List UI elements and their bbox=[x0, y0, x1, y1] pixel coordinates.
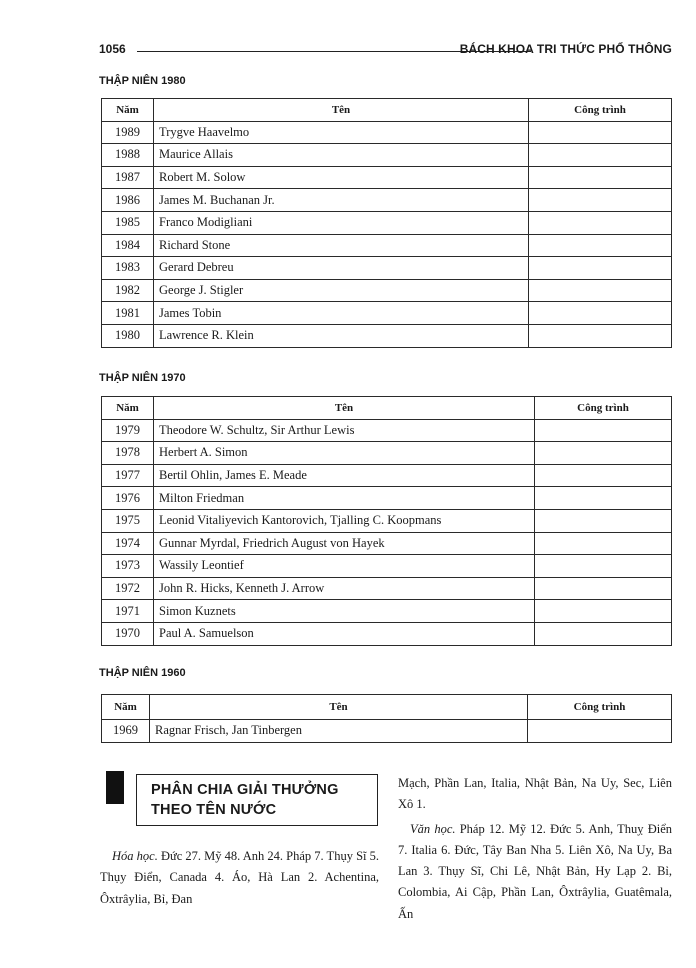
text-column-left bbox=[100, 846, 379, 910]
col-year-header: Năm bbox=[102, 397, 154, 420]
table-1980 bbox=[101, 98, 672, 348]
section-title-line2: THEO TÊN NƯỚC bbox=[151, 802, 277, 818]
work-cell bbox=[535, 532, 672, 555]
table-row bbox=[102, 464, 672, 487]
name-cell: Trygve Haavelmo bbox=[154, 121, 529, 144]
work-cell bbox=[535, 419, 672, 442]
page-number: 1056 bbox=[99, 42, 126, 56]
table-row bbox=[102, 189, 672, 212]
work-cell bbox=[535, 622, 672, 645]
paragraph-chemistry-continued: Mạch, Phần Lan, Italia, Nhật Bản, Na Uy, Sec, Liên Xô 1. bbox=[398, 776, 672, 812]
table-row bbox=[102, 720, 672, 743]
literature-label: Văn học. bbox=[410, 821, 456, 836]
name-cell: John R. Hicks, Kenneth J. Arrow bbox=[154, 577, 535, 600]
decade-title-1970: THẬP NIÊN 1970 bbox=[99, 372, 186, 384]
name-cell: James Tobin bbox=[154, 302, 529, 325]
year-cell: 1983 bbox=[102, 257, 154, 280]
work-cell bbox=[529, 189, 672, 212]
col-year-header: Năm bbox=[102, 695, 150, 720]
year-cell: 1982 bbox=[102, 279, 154, 302]
table-row bbox=[102, 234, 672, 257]
work-cell bbox=[535, 577, 672, 600]
table-1960 bbox=[101, 694, 672, 743]
name-cell: Theodore W. Schultz, Sir Arthur Lewis bbox=[154, 419, 535, 442]
work-cell bbox=[535, 600, 672, 623]
literature-text: Pháp 12. Mỹ 12. Đức 5. Anh, Thuỵ Điển 7. Italia 6. Đức, Tây Ban Nha 5. Liên Xô, Na Uy, Ba Lan 3. Thụy Sĩ, Chi Lê, Nhật Bản, Hy Lạp 2. Bỉ, Colombia, Ai Cập, Phần Lan, Ôxtrâylia, Guatêmala, Ấn bbox=[398, 821, 673, 921]
table-row bbox=[102, 555, 672, 578]
work-cell bbox=[528, 720, 672, 743]
table-row bbox=[102, 532, 672, 555]
year-cell: 1970 bbox=[102, 622, 154, 645]
year-cell: 1987 bbox=[102, 166, 154, 189]
year-cell: 1984 bbox=[102, 234, 154, 257]
table-1970 bbox=[101, 396, 672, 646]
table-row bbox=[102, 279, 672, 302]
text-column-right bbox=[398, 773, 672, 925]
running-title: BÁCH KHOA TRI THỨC PHỔ THÔNG bbox=[459, 42, 672, 56]
col-name-header: Tên bbox=[154, 397, 535, 420]
name-cell: Paul A. Samuelson bbox=[154, 622, 535, 645]
year-cell: 1979 bbox=[102, 419, 154, 442]
year-cell: 1971 bbox=[102, 600, 154, 623]
work-cell bbox=[529, 211, 672, 234]
name-cell: Leonid Vitaliyevich Kantorovich, Tjalling C. Koopmans bbox=[154, 509, 535, 532]
name-cell: Milton Friedman bbox=[154, 487, 535, 510]
year-cell: 1975 bbox=[102, 509, 154, 532]
chemistry-text: Đức 27. Mỹ 48. Anh 24. Pháp 7. Thụy Sĩ 5. Thụy Điển, Canada 4. Áo, Hà Lan 2. Achentina, Ôxtrâylia, Bỉ, Đan bbox=[100, 849, 379, 906]
chemistry-label: Hóa học. bbox=[112, 849, 158, 863]
name-cell: James M. Buchanan Jr. bbox=[154, 189, 529, 212]
col-year-header: Năm bbox=[102, 99, 154, 122]
work-cell bbox=[529, 302, 672, 325]
table-row bbox=[102, 577, 672, 600]
year-cell: 1980 bbox=[102, 324, 154, 347]
col-name-header: Tên bbox=[150, 695, 528, 720]
work-cell bbox=[529, 234, 672, 257]
page-header bbox=[99, 42, 672, 60]
year-cell: 1974 bbox=[102, 532, 154, 555]
paragraph-literature bbox=[398, 819, 672, 925]
year-cell: 1988 bbox=[102, 144, 154, 167]
year-cell: 1989 bbox=[102, 121, 154, 144]
col-name-header: Tên bbox=[154, 99, 529, 122]
name-cell: Gerard Debreu bbox=[154, 257, 529, 280]
work-cell bbox=[529, 279, 672, 302]
decade-title-1960: THẬP NIÊN 1960 bbox=[99, 667, 186, 679]
table-row bbox=[102, 324, 672, 347]
col-work-header: Công trình bbox=[528, 695, 672, 720]
name-cell: Ragnar Frisch, Jan Tinbergen bbox=[150, 720, 528, 743]
table-row bbox=[102, 419, 672, 442]
table-row bbox=[102, 211, 672, 234]
year-cell: 1986 bbox=[102, 189, 154, 212]
paragraph-chemistry bbox=[100, 846, 379, 910]
work-cell bbox=[535, 555, 672, 578]
decade-title-1980: THẬP NIÊN 1980 bbox=[99, 75, 186, 87]
name-cell: Richard Stone bbox=[154, 234, 529, 257]
name-cell: Wassily Leontief bbox=[154, 555, 535, 578]
name-cell: George J. Stigler bbox=[154, 279, 529, 302]
year-cell: 1969 bbox=[102, 720, 150, 743]
work-cell bbox=[529, 144, 672, 167]
year-cell: 1985 bbox=[102, 211, 154, 234]
table-row bbox=[102, 166, 672, 189]
name-cell: Herbert A. Simon bbox=[154, 442, 535, 465]
col-work-header: Công trình bbox=[535, 397, 672, 420]
name-cell: Lawrence R. Klein bbox=[154, 324, 529, 347]
table-header-row bbox=[102, 695, 672, 720]
year-cell: 1976 bbox=[102, 487, 154, 510]
name-cell: Gunnar Myrdal, Friedrich August von Hayek bbox=[154, 532, 535, 555]
work-cell bbox=[529, 121, 672, 144]
year-cell: 1977 bbox=[102, 464, 154, 487]
section-title-line1: PHÂN CHIA GIẢI THƯỞNG bbox=[151, 782, 339, 798]
table-row bbox=[102, 121, 672, 144]
table-row bbox=[102, 600, 672, 623]
table-row bbox=[102, 144, 672, 167]
year-cell: 1973 bbox=[102, 555, 154, 578]
table-row bbox=[102, 622, 672, 645]
table-header-row bbox=[102, 99, 672, 122]
year-cell: 1978 bbox=[102, 442, 154, 465]
table-header-row bbox=[102, 397, 672, 420]
name-cell: Franco Modigliani bbox=[154, 211, 529, 234]
work-cell bbox=[535, 509, 672, 532]
section-marker bbox=[106, 771, 124, 804]
table-row bbox=[102, 257, 672, 280]
name-cell: Bertil Ohlin, James E. Meade bbox=[154, 464, 535, 487]
name-cell: Maurice Allais bbox=[154, 144, 529, 167]
table-row bbox=[102, 487, 672, 510]
work-cell bbox=[529, 166, 672, 189]
col-work-header: Công trình bbox=[529, 99, 672, 122]
year-cell: 1972 bbox=[102, 577, 154, 600]
work-cell bbox=[535, 442, 672, 465]
table-row bbox=[102, 442, 672, 465]
year-cell: 1981 bbox=[102, 302, 154, 325]
table-row bbox=[102, 302, 672, 325]
section-heading bbox=[136, 774, 378, 826]
work-cell bbox=[535, 487, 672, 510]
name-cell: Robert M. Solow bbox=[154, 166, 529, 189]
work-cell bbox=[529, 324, 672, 347]
table-row bbox=[102, 509, 672, 532]
work-cell bbox=[535, 464, 672, 487]
work-cell bbox=[529, 257, 672, 280]
name-cell: Simon Kuznets bbox=[154, 600, 535, 623]
